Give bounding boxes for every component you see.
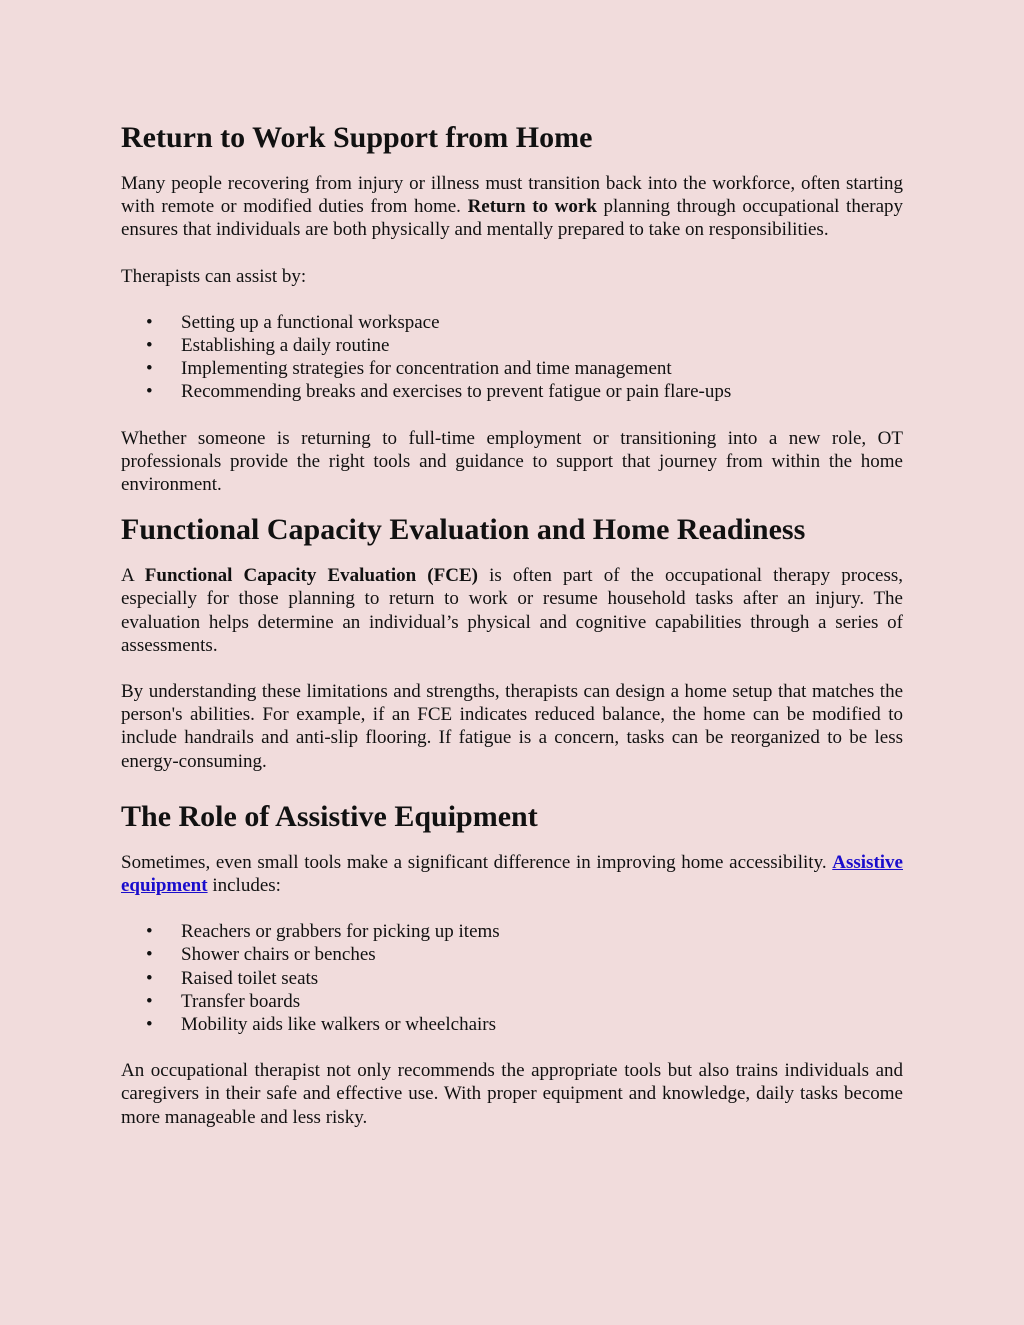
list-item-text: Transfer boards: [181, 990, 301, 1012]
paragraph-return-to-work-intro: [121, 172, 903, 242]
list-item: [121, 920, 903, 943]
list-item-text: Mobility aids like walkers or wheelchairs: [181, 1014, 497, 1036]
section-heading-fce: Functional Capacity Evaluation and Home Readiness: [121, 513, 806, 547]
list-item-text: Implementing strategies for concentration and time management: [181, 358, 672, 380]
paragraph-therapists-assist: Therapists can assist by:: [121, 265, 307, 287]
paragraph-fce-limitations: By understanding these limitations and strengths, therapists can design a home setup that matches the person's abilities. For example, if an FCE indicates reduced balance, the home can be modified to include handrails and anti-slip flooring. If fatigue is a concern, tasks can be reorganized to be less energy-consuming.: [121, 681, 903, 772]
bullet-icon: •: [146, 335, 153, 357]
list-item-text: Setting up a functional workspace: [181, 311, 440, 333]
text-run: is often part of the occupational therapy process, especially for those planning to return to work or resume household tasks after an injury. The evaluation helps determine an individual’s physical and cognitive capabilities through a series of assessments.: [121, 565, 903, 656]
section-heading-assistive-equipment: The Role of Assistive Equipment: [121, 799, 538, 833]
list-item-text: Shower chairs or benches: [181, 944, 376, 966]
paragraph-ot-training: An occupational therapist not only recommends the appropriate tools but also trains individuals and caregivers in their safe and effective use. With proper equipment and knowledge, daily tasks become more manageable and less risky.: [121, 1060, 903, 1128]
list-item: [121, 357, 903, 380]
bullet-icon: •: [146, 990, 153, 1012]
list-item: [121, 380, 903, 403]
text-run: includes:: [207, 875, 281, 897]
bullet-icon: •: [146, 381, 153, 403]
text-run: Sometimes, even small tools make a significant difference in improving home accessibility.: [121, 851, 833, 873]
list-item: [121, 334, 903, 357]
paragraph-fce-intro: [121, 564, 903, 657]
section-heading-return-to-work: Return to Work Support from Home: [121, 121, 593, 154]
list-item-text: Establishing a daily routine: [181, 335, 390, 357]
list-item: [121, 943, 903, 966]
paragraph-ot-professionals: Whether someone is returning to full-time employment or transitioning into a new role, OT professionals provide the right tools and guidance to support that journey from within the home environment.: [121, 427, 903, 496]
text-run: A: [121, 565, 145, 587]
bullet-icon: •: [146, 921, 153, 943]
list-item: [121, 967, 903, 990]
bullet-icon: •: [146, 358, 153, 380]
bullet-icon: •: [146, 967, 153, 989]
bold-term-return-to-work: Return to work: [467, 196, 597, 218]
list-item: [121, 1013, 903, 1036]
list-item-text: Raised toilet seats: [181, 967, 319, 989]
text-run: Many people recovering from injury or illness must transition back into the workforce, often starting with remote or modified duties from home.: [121, 173, 903, 218]
list-item: [121, 311, 903, 334]
list-therapist-assistance: [121, 311, 903, 404]
bullet-icon: •: [146, 944, 153, 966]
bold-term-fce: Functional Capacity Evaluation (FCE): [144, 565, 478, 587]
list-item: [121, 990, 903, 1013]
bullet-icon: •: [146, 311, 153, 333]
paragraph-assistive-intro: [121, 851, 903, 897]
list-item-text: Recommending breaks and exercises to prevent fatigue or pain flare-ups: [181, 381, 732, 403]
list-item-text: Reachers or grabbers for picking up items: [181, 921, 500, 943]
list-assistive-equipment: [121, 920, 903, 1036]
assistive-equipment-link[interactable]: Assistive equipment: [121, 851, 903, 897]
text-run: planning through occupational therapy ensures that individuals are both physically and mentally prepared to take on responsibilities.: [121, 196, 904, 241]
bullet-icon: •: [146, 1014, 153, 1036]
